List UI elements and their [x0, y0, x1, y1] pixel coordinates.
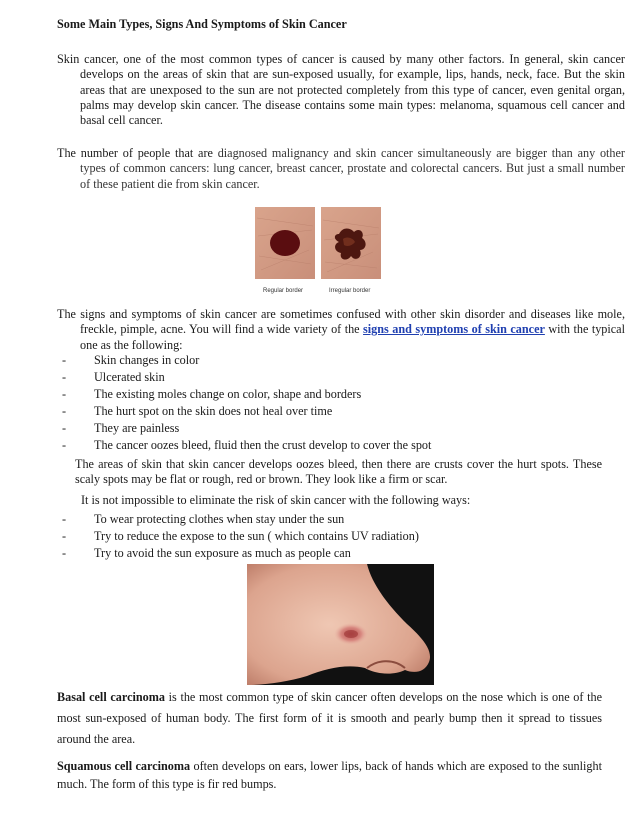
mole-border-figure	[255, 206, 381, 296]
list-item-text: The cancer oozes bleed, fluid then the crust develop to cover the spot	[94, 438, 432, 452]
bullet-dash: -	[62, 353, 67, 367]
symptoms-intro-paragraph	[57, 307, 625, 353]
basal-cell-text: is the most common type of skin cancer often develops on the nose which is one of the most sun-exposed of human body. The first form of it is smooth and pearly bump then it spread to tissues around the area.	[57, 690, 602, 746]
bullet-dash: -	[62, 387, 67, 401]
list-item	[62, 545, 602, 562]
basal-cell-term: Basal cell carcinoma	[57, 690, 165, 704]
list-item-text: Skin changes in color	[94, 353, 200, 367]
statistics-paragraph-start: The number of people that are	[57, 146, 218, 160]
crust-description-paragraph: The areas of skin that skin cancer develops oozes bleed, then there are crusts cover the hurt spots. These scaly spots may be flat or rough, red or brown. They look like a firm or scar.	[75, 457, 602, 487]
statistics-paragraph	[57, 146, 625, 192]
bullet-dash: -	[62, 546, 67, 560]
list-item-text: They are painless	[94, 421, 180, 435]
list-item	[62, 352, 602, 369]
page-title: Some Main Types, Signs And Symptoms of Skin Cancer	[57, 17, 347, 31]
intro-paragraph: Skin cancer, one of the most common types of cancer is caused by many other factors. In general, skin cancer develops on the areas of skin that are sun-exposed usually, for example, lips, hands, neck, face. But the skin areas that are unexposed to the sun are not protected completely from this type of cancer, even genital organ, palms may develop skin cancer. The disease contains some main types: melanoma, squamous cell cancer and basal cell cancer.	[57, 52, 625, 128]
bullet-dash: -	[62, 529, 67, 543]
squamous-cell-paragraph	[57, 757, 602, 793]
symptoms-intro-end: with the typical one as the following:	[80, 322, 625, 352]
prevention-intro: It is not impossible to eliminate the risk of skin cancer with the following ways:	[81, 493, 471, 507]
nose-lesion-image	[247, 564, 434, 685]
list-item	[62, 403, 602, 420]
list-item	[62, 369, 602, 386]
bullet-dash: -	[62, 404, 67, 418]
symptoms-link[interactable]: signs and symptoms of skin cancer	[363, 322, 545, 337]
regular-mole-icon	[270, 230, 300, 256]
list-item-text: Try to reduce the expose to the sun ( which contains UV radiation)	[94, 529, 419, 543]
nose-lesion-figure	[247, 564, 434, 685]
irregular-border-caption: Irregular border	[329, 288, 371, 294]
symptoms-list	[62, 352, 602, 454]
bullet-dash: -	[62, 421, 67, 435]
list-item	[62, 386, 602, 403]
list-item	[62, 528, 602, 545]
basal-cell-paragraph	[57, 687, 602, 750]
regular-border-caption: Regular border	[263, 288, 304, 294]
squamous-cell-text: often develops on ears, lower lips, back of hands which are exposed to the sunlight much. The form of this type is fir red bumps.	[57, 759, 602, 791]
list-item-text: Try to avoid the sun exposure as much as people can	[94, 546, 351, 560]
list-item-text: The existing moles change on color, shape and borders	[94, 387, 362, 401]
prevention-list	[62, 511, 602, 562]
list-item-text: To wear protecting clothes when stay under the sun	[94, 512, 345, 526]
mole-border-image	[255, 206, 381, 296]
squamous-cell-term: Squamous cell carcinoma	[57, 759, 191, 773]
bullet-dash: -	[62, 512, 67, 526]
list-item-text: The hurt spot on the skin does not heal over time	[94, 404, 333, 418]
list-item	[62, 437, 602, 454]
statistics-paragraph-rest: diagnosed malignancy and skin cancer simultaneously are bigger than any other types of common cancers: lung cancer, breast cancer, prostate and colorectal cancers. But just a small number of these patient die from skin cancer.	[80, 146, 625, 191]
symptoms-intro-start: The signs and symptoms of skin cancer are sometimes confused with other skin disorder and diseases like mole, freckle, pimple, acne. You will find a wide variety of the	[57, 307, 625, 337]
list-item-text: Ulcerated skin	[94, 370, 165, 384]
list-item	[62, 511, 602, 528]
bullet-dash: -	[62, 438, 67, 452]
bullet-dash: -	[62, 370, 67, 384]
list-item	[62, 420, 602, 437]
